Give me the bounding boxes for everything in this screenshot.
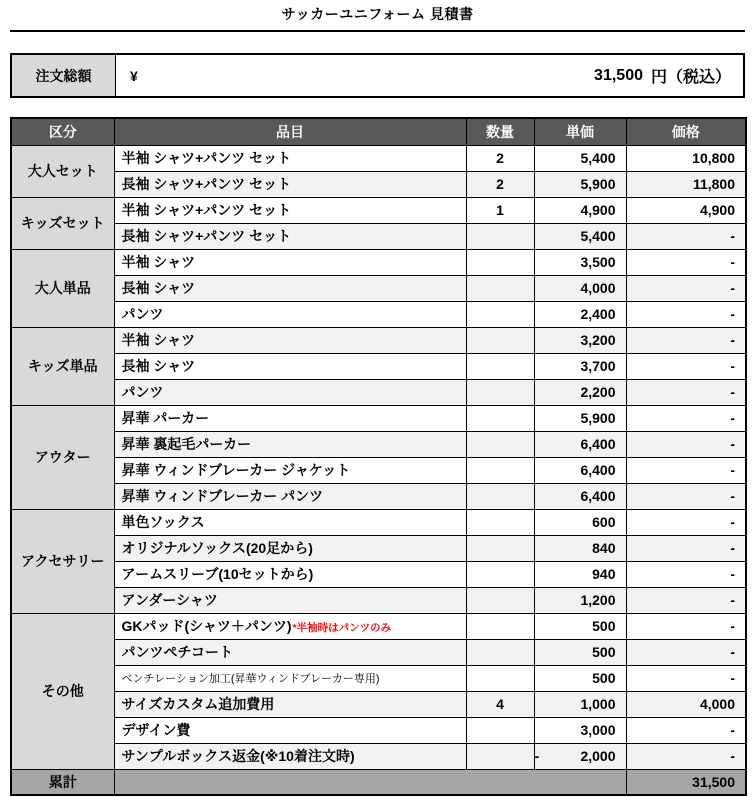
unit-price-cell: 1,000 xyxy=(534,691,626,717)
item-cell: アームスリーブ(10セットから) xyxy=(114,561,466,587)
qty-cell xyxy=(466,223,534,249)
price-cell: - xyxy=(626,561,746,587)
qty-cell xyxy=(466,301,534,327)
item-cell: 昇華 ウィンドブレーカー パンツ xyxy=(114,483,466,509)
table-row xyxy=(11,223,746,249)
qty-cell xyxy=(466,249,534,275)
qty-cell xyxy=(466,717,534,743)
qty-cell xyxy=(466,639,534,665)
qty-cell xyxy=(466,561,534,587)
unit-price-cell: 5,400 xyxy=(534,145,626,171)
item-cell: 長袖 シャツ xyxy=(114,275,466,301)
qty-cell xyxy=(466,665,534,691)
table-row xyxy=(11,249,746,275)
table-row xyxy=(11,717,746,743)
unit-price-cell: 6,400 xyxy=(534,431,626,457)
price-cell: - xyxy=(626,353,746,379)
item-cell: 長袖 シャツ+パンツ セット xyxy=(114,171,466,197)
qty-cell xyxy=(466,405,534,431)
order-total-unit: 円（税込） xyxy=(650,69,731,86)
price-cell: - xyxy=(626,457,746,483)
unit-price-cell: 1,200 xyxy=(534,587,626,613)
table-row xyxy=(11,457,746,483)
group-kids-set xyxy=(11,197,746,249)
unit-price-cell xyxy=(534,743,626,769)
table-row xyxy=(11,353,746,379)
order-total-value xyxy=(116,55,743,96)
unit-price-cell: 6,400 xyxy=(534,457,626,483)
qty-cell: 2 xyxy=(466,145,534,171)
price-cell: - xyxy=(626,249,746,275)
unit-price-cell: 6,400 xyxy=(534,483,626,509)
header-price: 価格 xyxy=(626,118,746,145)
unit-price-cell: 4,900 xyxy=(534,197,626,223)
order-total-label: 注文総額 xyxy=(12,55,116,96)
unit-price-cell: 5,900 xyxy=(534,405,626,431)
item-cell: サンプルボックス返金(※10着注文時) xyxy=(114,743,466,769)
item-cell: オリジナルソックス(20足から) xyxy=(114,535,466,561)
group-kids-single xyxy=(11,327,746,405)
total-row xyxy=(11,769,746,795)
qty-cell xyxy=(466,353,534,379)
table-row xyxy=(11,613,746,639)
unit-price-cell: 5,400 xyxy=(534,223,626,249)
price-cell: 11,800 xyxy=(626,171,746,197)
item-cell: パンツ xyxy=(114,379,466,405)
price-cell: - xyxy=(626,379,746,405)
table-row xyxy=(11,509,746,535)
group-accessory xyxy=(11,509,746,613)
order-total-amount-wrap xyxy=(594,64,731,87)
qty-cell xyxy=(466,327,534,353)
item-cell: 長袖 シャツ+パンツ セット xyxy=(114,223,466,249)
category-cell: アウター xyxy=(11,405,114,509)
unit-price-cell: 2,200 xyxy=(534,379,626,405)
table-row xyxy=(11,639,746,665)
qty-cell xyxy=(466,275,534,301)
unit-price-cell: 940 xyxy=(534,561,626,587)
qty-cell: 1 xyxy=(466,197,534,223)
table-row xyxy=(11,197,746,223)
group-other xyxy=(11,613,746,769)
price-cell: - xyxy=(626,613,746,639)
total-label-cell: 累計 xyxy=(11,769,114,795)
qty-cell xyxy=(466,743,534,769)
price-cell: - xyxy=(626,717,746,743)
unit-price-cell: 600 xyxy=(534,509,626,535)
header-category: 区分 xyxy=(11,118,114,145)
price-cell: - xyxy=(626,405,746,431)
price-cell: 4,900 xyxy=(626,197,746,223)
price-cell: - xyxy=(626,665,746,691)
header-qty: 数量 xyxy=(466,118,534,145)
page-title: サッカーユニフォーム 見積書 xyxy=(281,6,474,22)
item-cell: パンツペチコート xyxy=(114,639,466,665)
table-row xyxy=(11,431,746,457)
table-row xyxy=(11,483,746,509)
price-cell: 10,800 xyxy=(626,145,746,171)
order-total-box xyxy=(10,53,745,98)
table-header-row xyxy=(11,118,746,145)
item-cell xyxy=(114,613,466,639)
category-cell: その他 xyxy=(11,613,114,769)
item-cell: 昇華 パーカー xyxy=(114,405,466,431)
price-cell: - xyxy=(626,223,746,249)
item-label: GKパッド(シャツ＋パンツ) xyxy=(121,618,292,634)
order-total-amount: 31,500 xyxy=(594,66,643,84)
item-note: *半袖時はパンツのみ xyxy=(292,622,392,634)
table-row xyxy=(11,301,746,327)
table-row xyxy=(11,743,746,769)
unit-price-cell: 840 xyxy=(534,535,626,561)
unit-price-cell: 3,200 xyxy=(534,327,626,353)
table-row xyxy=(11,379,746,405)
negative-sign: - xyxy=(534,748,540,764)
price-cell: - xyxy=(626,509,746,535)
group-adult-set xyxy=(11,145,746,197)
category-cell: キッズ単品 xyxy=(11,327,114,405)
category-cell: 大人単品 xyxy=(11,249,114,327)
qty-cell xyxy=(466,483,534,509)
table-row xyxy=(11,561,746,587)
qty-cell xyxy=(466,535,534,561)
item-cell: アンダーシャツ xyxy=(114,587,466,613)
unit-price-cell: 5,900 xyxy=(534,171,626,197)
price-cell: - xyxy=(626,743,746,769)
item-cell: 単色ソックス xyxy=(114,509,466,535)
item-cell: 半袖 シャツ xyxy=(114,327,466,353)
table-row xyxy=(11,145,746,171)
unit-price-cell: 500 xyxy=(534,613,626,639)
total-price-cell: 31,500 xyxy=(626,769,746,795)
group-total xyxy=(11,769,746,795)
unit-price-cell: 2,400 xyxy=(534,301,626,327)
price-table xyxy=(10,117,747,796)
unit-price-cell: 3,000 xyxy=(534,717,626,743)
item-cell: デザイン費 xyxy=(114,717,466,743)
qty-cell xyxy=(466,509,534,535)
category-cell: 大人セット xyxy=(11,145,114,197)
table-row xyxy=(11,535,746,561)
total-spacer-cell xyxy=(114,769,626,795)
item-cell: 半袖 シャツ+パンツ セット xyxy=(114,197,466,223)
table-row xyxy=(11,665,746,691)
item-cell: サイズカスタム追加費用 xyxy=(114,691,466,717)
unit-price-cell: 3,700 xyxy=(534,353,626,379)
group-adult-single xyxy=(11,249,746,327)
qty-cell xyxy=(466,613,534,639)
price-cell: - xyxy=(626,275,746,301)
qty-cell xyxy=(466,379,534,405)
group-outer xyxy=(11,405,746,509)
qty-cell: 4 xyxy=(466,691,534,717)
category-cell: キッズセット xyxy=(11,197,114,249)
header-unit-price: 単価 xyxy=(534,118,626,145)
document-header xyxy=(10,0,745,32)
qty-cell xyxy=(466,431,534,457)
table-row xyxy=(11,327,746,353)
price-cell: - xyxy=(626,587,746,613)
table-row xyxy=(11,587,746,613)
price-cell: - xyxy=(626,535,746,561)
unit-price-cell: 3,500 xyxy=(534,249,626,275)
unit-price-cell: 500 xyxy=(534,639,626,665)
currency-symbol: ¥ xyxy=(130,67,138,84)
table-row xyxy=(11,405,746,431)
price-cell: 4,000 xyxy=(626,691,746,717)
header-item: 品目 xyxy=(114,118,466,145)
price-cell: - xyxy=(626,639,746,665)
qty-cell: 2 xyxy=(466,171,534,197)
unit-price-cell: 4,000 xyxy=(534,275,626,301)
category-cell: アクセサリー xyxy=(11,509,114,613)
unit-price-value: 2,000 xyxy=(580,748,616,764)
item-cell: 昇華 ウィンドブレーカー ジャケット xyxy=(114,457,466,483)
table-row xyxy=(11,171,746,197)
price-cell: - xyxy=(626,483,746,509)
unit-price-cell: 500 xyxy=(534,665,626,691)
qty-cell xyxy=(466,587,534,613)
price-cell: - xyxy=(626,431,746,457)
table-row xyxy=(11,275,746,301)
item-cell: 昇華 裏起毛パーカー xyxy=(114,431,466,457)
item-cell: パンツ xyxy=(114,301,466,327)
item-cell: 半袖 シャツ xyxy=(114,249,466,275)
item-cell: ベンチレーション加工(昇華ウィンドブレーカー専用) xyxy=(114,665,466,691)
item-cell: 長袖 シャツ xyxy=(114,353,466,379)
table-row xyxy=(11,691,746,717)
item-cell: 半袖 シャツ+パンツ セット xyxy=(114,145,466,171)
price-cell: - xyxy=(626,301,746,327)
qty-cell xyxy=(466,457,534,483)
price-cell: - xyxy=(626,327,746,353)
